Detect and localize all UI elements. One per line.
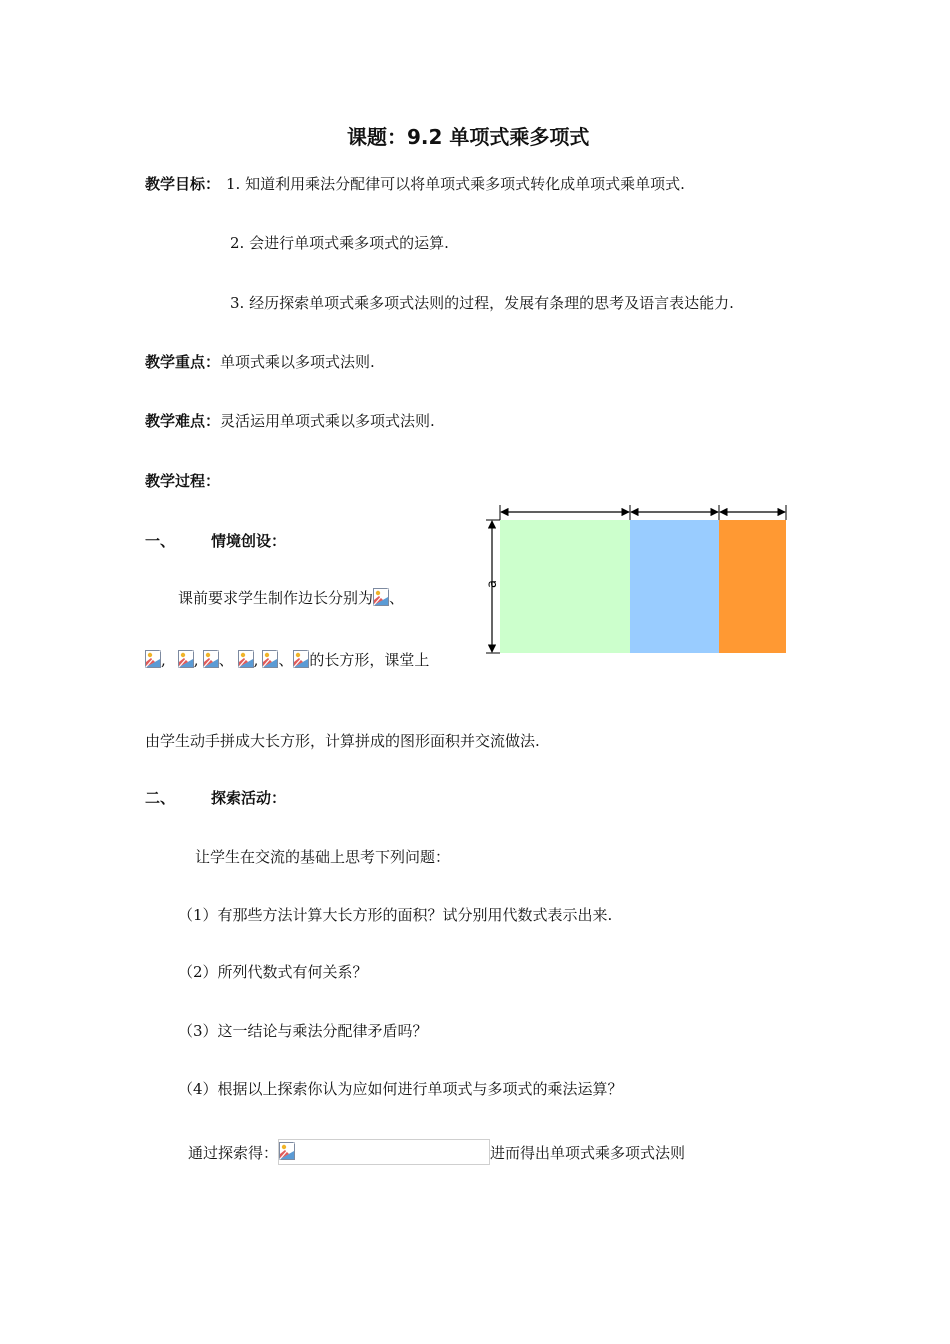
section1-line2-text: 的长方形，课堂上 [309, 651, 430, 669]
question-4: （4）根据以上探索你认为应如何进行单项式与多项式的乘法运算？ [178, 1080, 623, 1098]
broken-image-icon [238, 650, 254, 668]
section2-heading: 探索活动： [211, 789, 287, 807]
conclusion-before: 通过探索得： [188, 1144, 279, 1162]
separator: , [193, 651, 199, 669]
key-point-label: 教学重点： [145, 353, 221, 371]
question-3: （3）这一结论与乘法分配律矛盾吗？ [178, 1022, 428, 1040]
separator: 、 [278, 651, 294, 669]
section1-line2 [145, 650, 429, 670]
broken-image-icon [373, 588, 389, 606]
difficulty-text: 灵活运用单项式乘以多项式法则. [220, 412, 435, 430]
section1-number: 一、 [145, 532, 176, 550]
broken-image-icon [145, 650, 161, 668]
formula-image-box [278, 1139, 490, 1165]
page-title: 课题：9.2 单项式乘多项式 [347, 125, 590, 149]
key-point-text: 单项式乘以多项式法则. [220, 353, 375, 371]
rect-blue [630, 520, 719, 653]
key-point-row [145, 352, 375, 372]
side-label-a: a [485, 580, 500, 588]
objective-item-2: 2. 会进行单项式乘多项式的运算. [230, 234, 449, 252]
section1-line1 [178, 588, 404, 608]
section1-line1-sep: 、 [389, 589, 405, 607]
objective-item-1: 1. 知道利用乘法分配律可以将单项式乘多项式转化成单项式乘单项式. [226, 175, 685, 193]
rectangle-figure [480, 500, 800, 660]
section2-number: 二、 [145, 789, 176, 807]
objective-item-3: 3. 经历探索单项式乘多项式法则的过程，发展有条理的思考及语言表达能力. [230, 294, 734, 312]
broken-image-icon [262, 650, 278, 668]
rect-orange [719, 520, 786, 653]
conclusion-after: 进而得出单项式乘多项式法则 [490, 1144, 686, 1162]
broken-image-icon [279, 1142, 295, 1160]
question-1: （1）有那些方法计算大长方形的面积？试分别用代数式表示出来. [178, 906, 613, 924]
section2-intro: 让学生在交流的基础上思考下列问题： [195, 848, 451, 866]
section1-heading: 情境创设： [211, 532, 287, 550]
objectives-label: 教学目标： [145, 175, 221, 193]
objectives-row-1 [145, 174, 685, 194]
process-label: 教学过程： [145, 472, 221, 490]
broken-image-icon [178, 650, 194, 668]
separator: , [253, 651, 259, 669]
separator: , [161, 651, 166, 669]
question-2: （2）所列代数式有何关系？ [178, 963, 368, 981]
section1-line1-text: 课前要求学生制作边长分别为 [178, 589, 374, 607]
difficulty-row [145, 411, 435, 431]
broken-image-icon [203, 650, 219, 668]
broken-image-icon [293, 650, 309, 668]
separator: 、 [218, 651, 234, 669]
conclusion-row [188, 1139, 685, 1165]
rect-green [500, 520, 630, 653]
section1-line3: 由学生动手拼成大长方形，计算拼成的图形面积并交流做法. [145, 732, 540, 750]
difficulty-label: 教学难点： [145, 412, 221, 430]
